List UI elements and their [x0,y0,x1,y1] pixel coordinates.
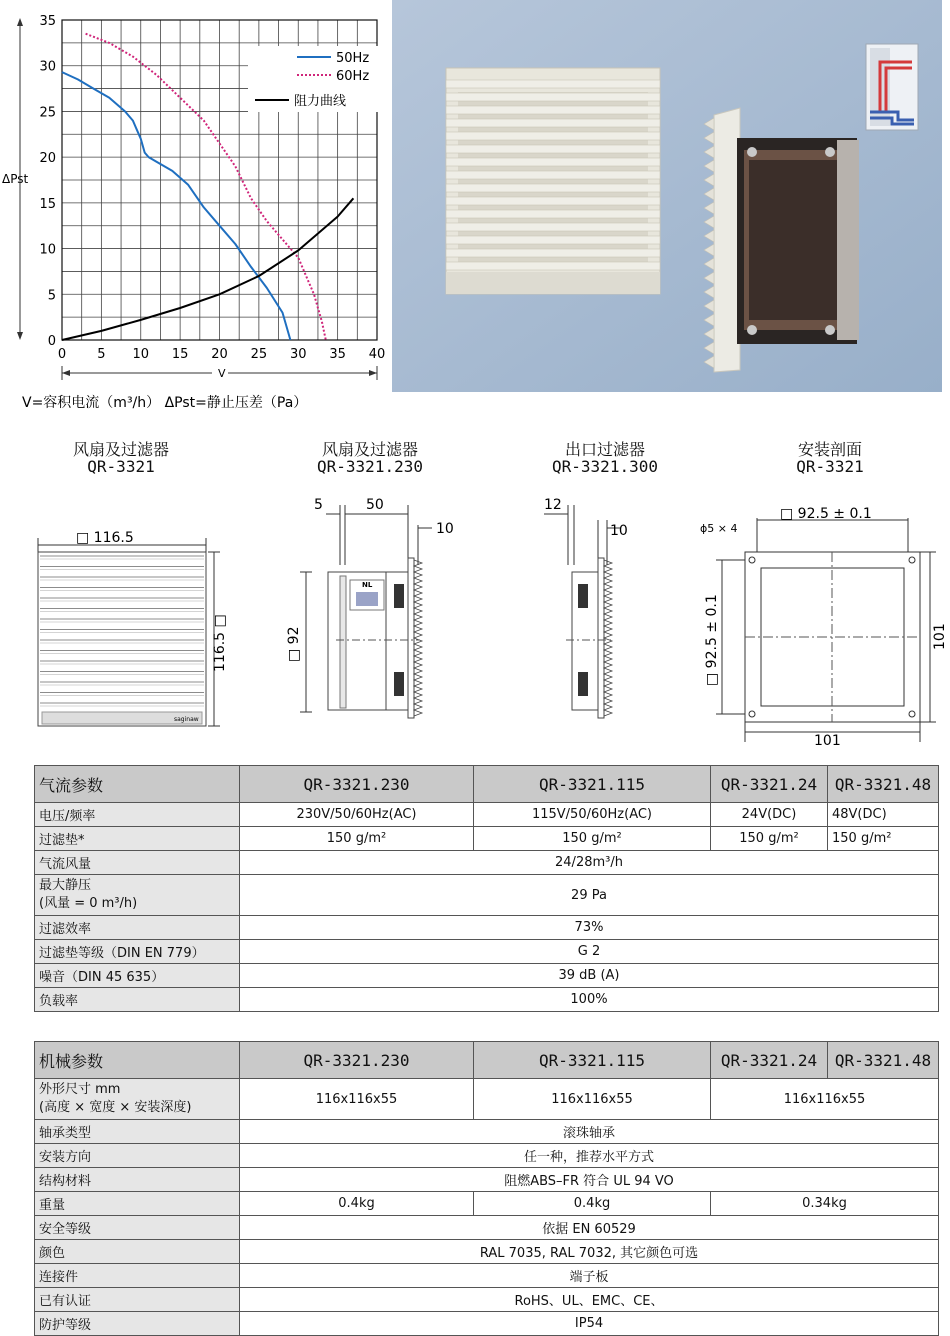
table-cell: 29 Pa [240,875,939,916]
drawing4-dim-top: □ 92.5 ± 0.1 [780,506,872,522]
table-row [35,1240,939,1264]
table-row [35,851,939,875]
x-tick-label: 10 [132,347,150,362]
drawing4-dim-right: 101 [932,623,948,650]
row-label: 重量 [35,1192,240,1216]
table-row [35,875,939,916]
table-header-cell: QR-3321.115 [474,766,711,803]
drawing3-title: 出口过滤器 [564,440,645,459]
table-cell: 48V(DC) [828,803,939,827]
x-tick-label: 5 [97,347,106,362]
table-cell: RAL 7035, RAL 7032, 其它颜色可选 [240,1240,939,1264]
table-cell: 116x116x55 [474,1079,711,1120]
table-row [35,916,939,940]
table-cell: 24V(DC) [711,803,828,827]
table-row [35,940,939,964]
y-tick-label: 30 [39,59,56,75]
y-tick-label: 0 [47,334,56,349]
y-tick-label: 10 [39,242,56,258]
table-cell: 0.4kg [474,1192,711,1216]
table-row [35,1192,939,1216]
table-cell: 115V/50/60Hz(AC) [474,803,711,827]
table-row [35,1079,939,1120]
drawing1-dim-top: □ 116.5 [76,530,134,546]
x-tick-label: 15 [171,347,189,362]
drawing2-dim-a: 5 [314,497,323,513]
legend-resistance: 阻力曲线 [294,94,347,109]
drawing3-side-view [544,497,628,718]
table-row [35,964,939,988]
row-label: 安装方向 [35,1144,240,1168]
drawing1-brand: saginaw [174,716,199,723]
table-row [35,1144,939,1168]
x-tick-label: 40 [368,347,386,362]
drawing4-dim-bottom: 101 [814,733,841,749]
drawing2-dim-c: 10 [436,521,454,537]
table-row [35,827,939,851]
table-header-row [35,1042,939,1079]
row-label: 结构材料 [35,1168,240,1192]
drawing2-title: 风扇及过滤器 [321,440,418,459]
drawing4-dim-left: □ 92.5 ± 0.1 [704,594,720,686]
table-row [35,803,939,827]
x-tick-label: 20 [211,347,228,362]
table-row [35,1288,939,1312]
drawing2-side-view [286,497,454,718]
product-photo-panel [392,0,942,392]
cabinet-airflow-icon [866,44,918,130]
table-cell: 依据 EN 60529 [240,1216,939,1240]
drawing2-badge: NL [362,581,373,589]
legend-60hz: 60Hz [336,69,370,84]
table-cell: 0.4kg [240,1192,474,1216]
table-cell: RoHS、UL、EMC、CE、 [240,1288,939,1312]
table-row [35,1216,939,1240]
drawing4-cutout [700,506,948,749]
drawing1-model: QR-3321 [87,457,155,476]
airflow-parameters-table [34,765,939,1012]
table-header-cell: QR-3321.48 [828,766,939,803]
row-label: 负载率 [35,988,240,1012]
drawing2-model: QR-3321.230 [317,457,423,476]
x-tick-label: 35 [329,347,346,362]
table-cell: 滚珠轴承 [240,1120,939,1144]
table-header-cell: QR-3321.230 [240,766,474,803]
table-cell: 150 g/m² [474,827,711,851]
table-header-cell: QR-3321.115 [474,1042,711,1079]
y-tick-label: 25 [39,105,56,121]
row-label: 过滤效率 [35,916,240,940]
table-cell: 0.34kg [711,1192,939,1216]
drawing2-dim-b: 50 [366,497,384,513]
drawing1-front-view [38,530,228,726]
performance-chart [0,0,392,420]
drawing3-model: QR-3321.300 [552,457,658,476]
row-label: 外形尺寸 mm (高度 × 宽度 × 安装深度) [35,1079,240,1120]
row-label: 过滤垫等级（DIN EN 779） [35,940,240,964]
table-cell: 端子板 [240,1264,939,1288]
table-header-cell: 气流参数 [35,766,240,803]
table-cell: 116x116x55 [711,1079,939,1120]
fan-filter-front-image [446,68,660,294]
table-cell: 阻燃ABS–FR 符合 UL 94 VO [240,1168,939,1192]
table-cell: 230V/50/60Hz(AC) [240,803,474,827]
table-row [35,1168,939,1192]
table-cell: 150 g/m² [828,827,939,851]
row-label: 电压/频率 [35,803,240,827]
drawing4-title: 安装剖面 [797,440,862,459]
table-row [35,988,939,1012]
table-cell: 150 g/m² [711,827,828,851]
chart-caption: V=容积电流（m³/h） ΔPst=静止压差（Pa） [22,395,308,411]
y-tick-label: 5 [47,288,56,304]
table-header-cell: QR-3321.48 [828,1042,939,1079]
drawing3-dim-a: 12 [544,497,562,513]
mechanical-parameters-table [34,1041,939,1336]
table-cell: 任一种，推荐水平方式 [240,1144,939,1168]
row-label: 已有认证 [35,1288,240,1312]
chart-xlabel: V [218,367,226,380]
table-cell: 73% [240,916,939,940]
row-label: 轴承类型 [35,1120,240,1144]
technical-drawings [0,480,950,755]
table-cell: IP54 [240,1312,939,1336]
row-label: 噪音（DIN 45 635） [35,964,240,988]
x-tick-label: 25 [250,347,268,362]
table-header-cell: QR-3321.24 [711,766,828,803]
table-header-cell: QR-3321.230 [240,1042,474,1079]
y-tick-label: 15 [39,196,56,212]
drawing1-dim-side: 116.5 □ [212,614,228,672]
drawing3-dim-c: 10 [610,523,628,539]
table-cell: 24/28m³/h [240,851,939,875]
legend-50hz: 50Hz [336,51,370,66]
chart-ylabel: ΔPst [2,172,29,186]
row-label: 安全等级 [35,1216,240,1240]
table-cell: 100% [240,988,939,1012]
table-header-cell: 机械参数 [35,1042,240,1079]
drawing1-title: 风扇及过滤器 [72,440,169,459]
x-tick-label: 30 [289,347,307,362]
table-cell: 116x116x55 [240,1079,474,1120]
table-header-row [35,766,939,803]
table-cell: G 2 [240,940,939,964]
drawing2-dim-side: □ 92 [286,626,302,662]
row-label: 防护等级 [35,1312,240,1336]
table-header-cell: QR-3321.24 [711,1042,828,1079]
y-tick-label: 20 [39,151,56,167]
row-label: 最大静压 (风量 = 0 m³/h) [35,875,240,916]
drawing4-model: QR-3321 [796,457,864,476]
table-row [35,1264,939,1288]
table-row [35,1120,939,1144]
row-label: 过滤垫* [35,827,240,851]
row-label: 连接件 [35,1264,240,1288]
fan-filter-side-image [704,108,859,372]
table-cell: 39 dB (A) [240,964,939,988]
y-tick-label: 35 [39,14,56,29]
drawing4-holes: ϕ5 × 4 [700,522,738,535]
series-line-2 [62,198,353,340]
table-cell: 150 g/m² [240,827,474,851]
row-label: 气流风量 [35,851,240,875]
x-tick-label: 0 [57,347,67,362]
row-label: 颜色 [35,1240,240,1264]
